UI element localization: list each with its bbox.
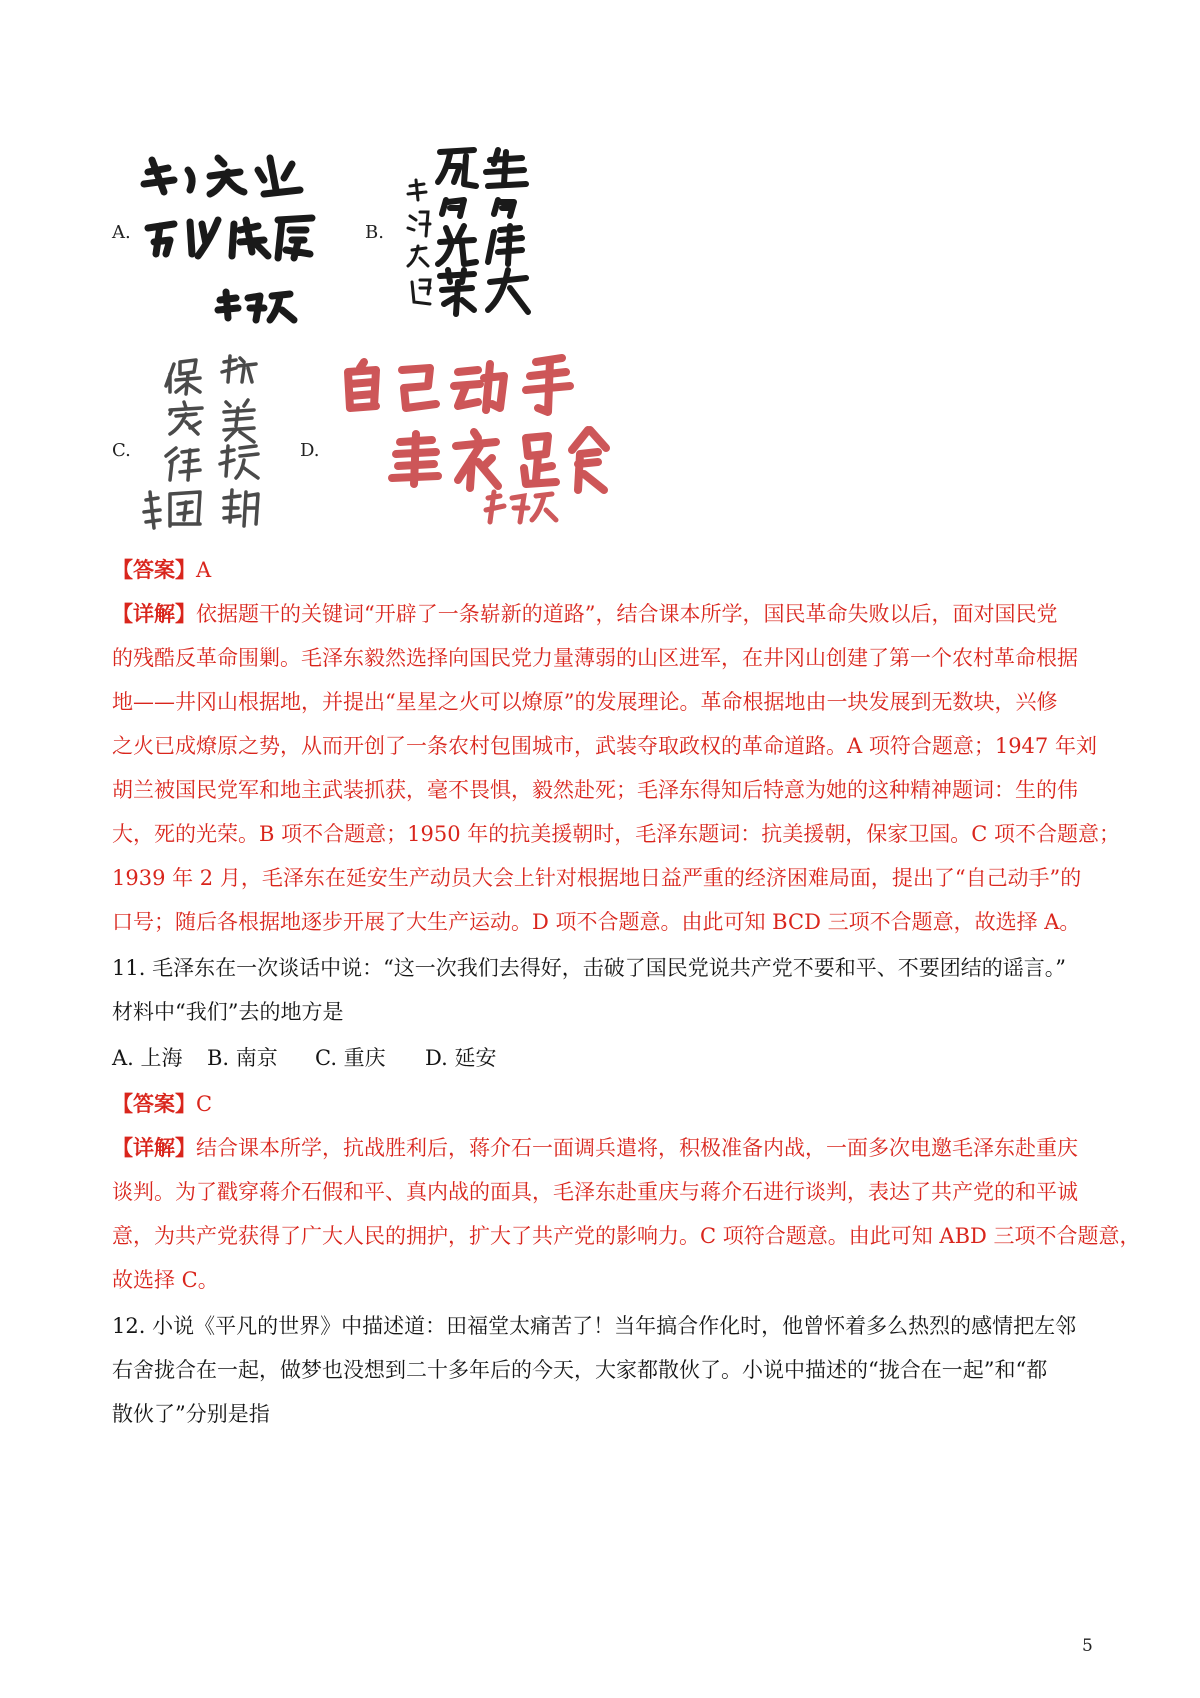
q12-question-line: 右舍拢合在一起，做梦也没想到二十多年后的今天，大家都散伙了。小说中描述的“拢合在一起”和“都 bbox=[112, 1358, 1048, 1382]
option-d-letter: D. bbox=[300, 440, 320, 461]
q11-detail-line: 故选择 C。 bbox=[112, 1268, 219, 1292]
option-a-letter: A. bbox=[112, 222, 131, 243]
answer-label: 【答案】 bbox=[112, 557, 196, 582]
q12-question-line: 散伙了”分别是指 bbox=[112, 1402, 270, 1426]
q10-detail-line: 胡兰被国民党军和地主武装抓获，毫不畏惧，毅然赴死；毛泽东得知后特意为她的这种精神题词：生的伟 bbox=[112, 778, 1078, 802]
q11-answer bbox=[112, 1090, 1102, 1118]
option-b-letter: B. bbox=[365, 222, 384, 243]
detail-label: 【详解】 bbox=[112, 601, 196, 626]
q12-question-line: 12. 小说《平凡的世界》中描述道：田福堂太痛苦了！当年搞合作化时，他曾怀着多么热烈的感情把左邻 bbox=[112, 1314, 1077, 1338]
answer-value: A bbox=[196, 558, 212, 582]
calligraphy-ziji-dongshou-icon bbox=[340, 350, 610, 530]
calligraphy-sheng-de-weida-icon bbox=[402, 142, 532, 332]
calligraphy-xingxing-zhihuo-icon bbox=[140, 150, 320, 340]
q11-detail-line: 意，为共产党获得了广大人民的拥护，扩大了共产党的影响力。C 项符合题意。由此可知 ABD 三项不合题意， bbox=[112, 1224, 1141, 1248]
q10-detail-line: 【详解】依据题干的关键词“开辟了一条崭新的道路”，结合课本所学，国民革命失败以后，面对国民党 bbox=[112, 601, 1058, 626]
q11-question-line: 材料中“我们”去的地方是 bbox=[112, 1000, 344, 1024]
q10-detail-line: 大，死的光荣。B 项不合题意；1950 年的抗美援朝时，毛泽东题词：抗美援朝，保家卫国。C 项不合题意； bbox=[112, 822, 1120, 846]
q10-detail-line: 的残酷反革命围剿。毛泽东毅然选择向国民党力量薄弱的山区进军，在井冈山创建了第一个农村革命根据 bbox=[112, 646, 1078, 670]
q10-detail-line: 地——井冈山根据地，并提出“星星之火可以燎原”的发展理论。革命根据地由一块发展到无数块，兴修 bbox=[112, 690, 1058, 714]
q11-detail-line: 谈判。为了戳穿蒋介石假和平、真内战的面具，毛泽东赴重庆与蒋介石进行谈判，表达了共产党的和平诚 bbox=[112, 1180, 1078, 1204]
answer-label: 【答案】 bbox=[112, 1091, 196, 1116]
q10-detail-line: 口号；随后各根据地逐步开展了大生产运动。D 项不合题意。由此可知 BCD 三项不合题意，故选择 A。 bbox=[112, 910, 1081, 934]
q11-detail-line: 【详解】结合课本所学，抗战胜利后，蒋介石一面调兵遣将，积极准备内战，一面多次电邀毛泽东赴重庆 bbox=[112, 1135, 1078, 1160]
calligraphy-kangmei-yuanchao-icon bbox=[140, 352, 270, 542]
q10-answer bbox=[112, 556, 1102, 584]
detail-label: 【详解】 bbox=[112, 1135, 196, 1160]
choice-c[interactable]: C. 重庆 bbox=[315, 1046, 386, 1070]
choice-b[interactable]: B. 南京 bbox=[207, 1046, 278, 1070]
choice-d[interactable]: D. 延安 bbox=[425, 1046, 497, 1070]
page-number: 5 bbox=[1082, 1636, 1093, 1656]
q11-question-line: 11. 毛泽东在一次谈话中说：“这一次我们去得好，击破了国民党说共产党不要和平、不要团结的谣言。” bbox=[112, 956, 1067, 980]
q11-choices bbox=[112, 1044, 1102, 1072]
q10-detail-line: 之火已成燎原之势，从而开创了一条农村包围城市，武装夺取政权的革命道路。A 项符合题意；1947 年刘 bbox=[112, 734, 1097, 758]
q10-detail-line: 1939 年 2 月，毛泽东在延安生产动员大会上针对根据地日益严重的经济困难局面，提出了“自己动手”的 bbox=[112, 866, 1082, 890]
choice-a[interactable]: A. 上海 bbox=[112, 1046, 183, 1070]
option-c-letter: C. bbox=[112, 440, 131, 461]
answer-value: C bbox=[196, 1092, 213, 1116]
